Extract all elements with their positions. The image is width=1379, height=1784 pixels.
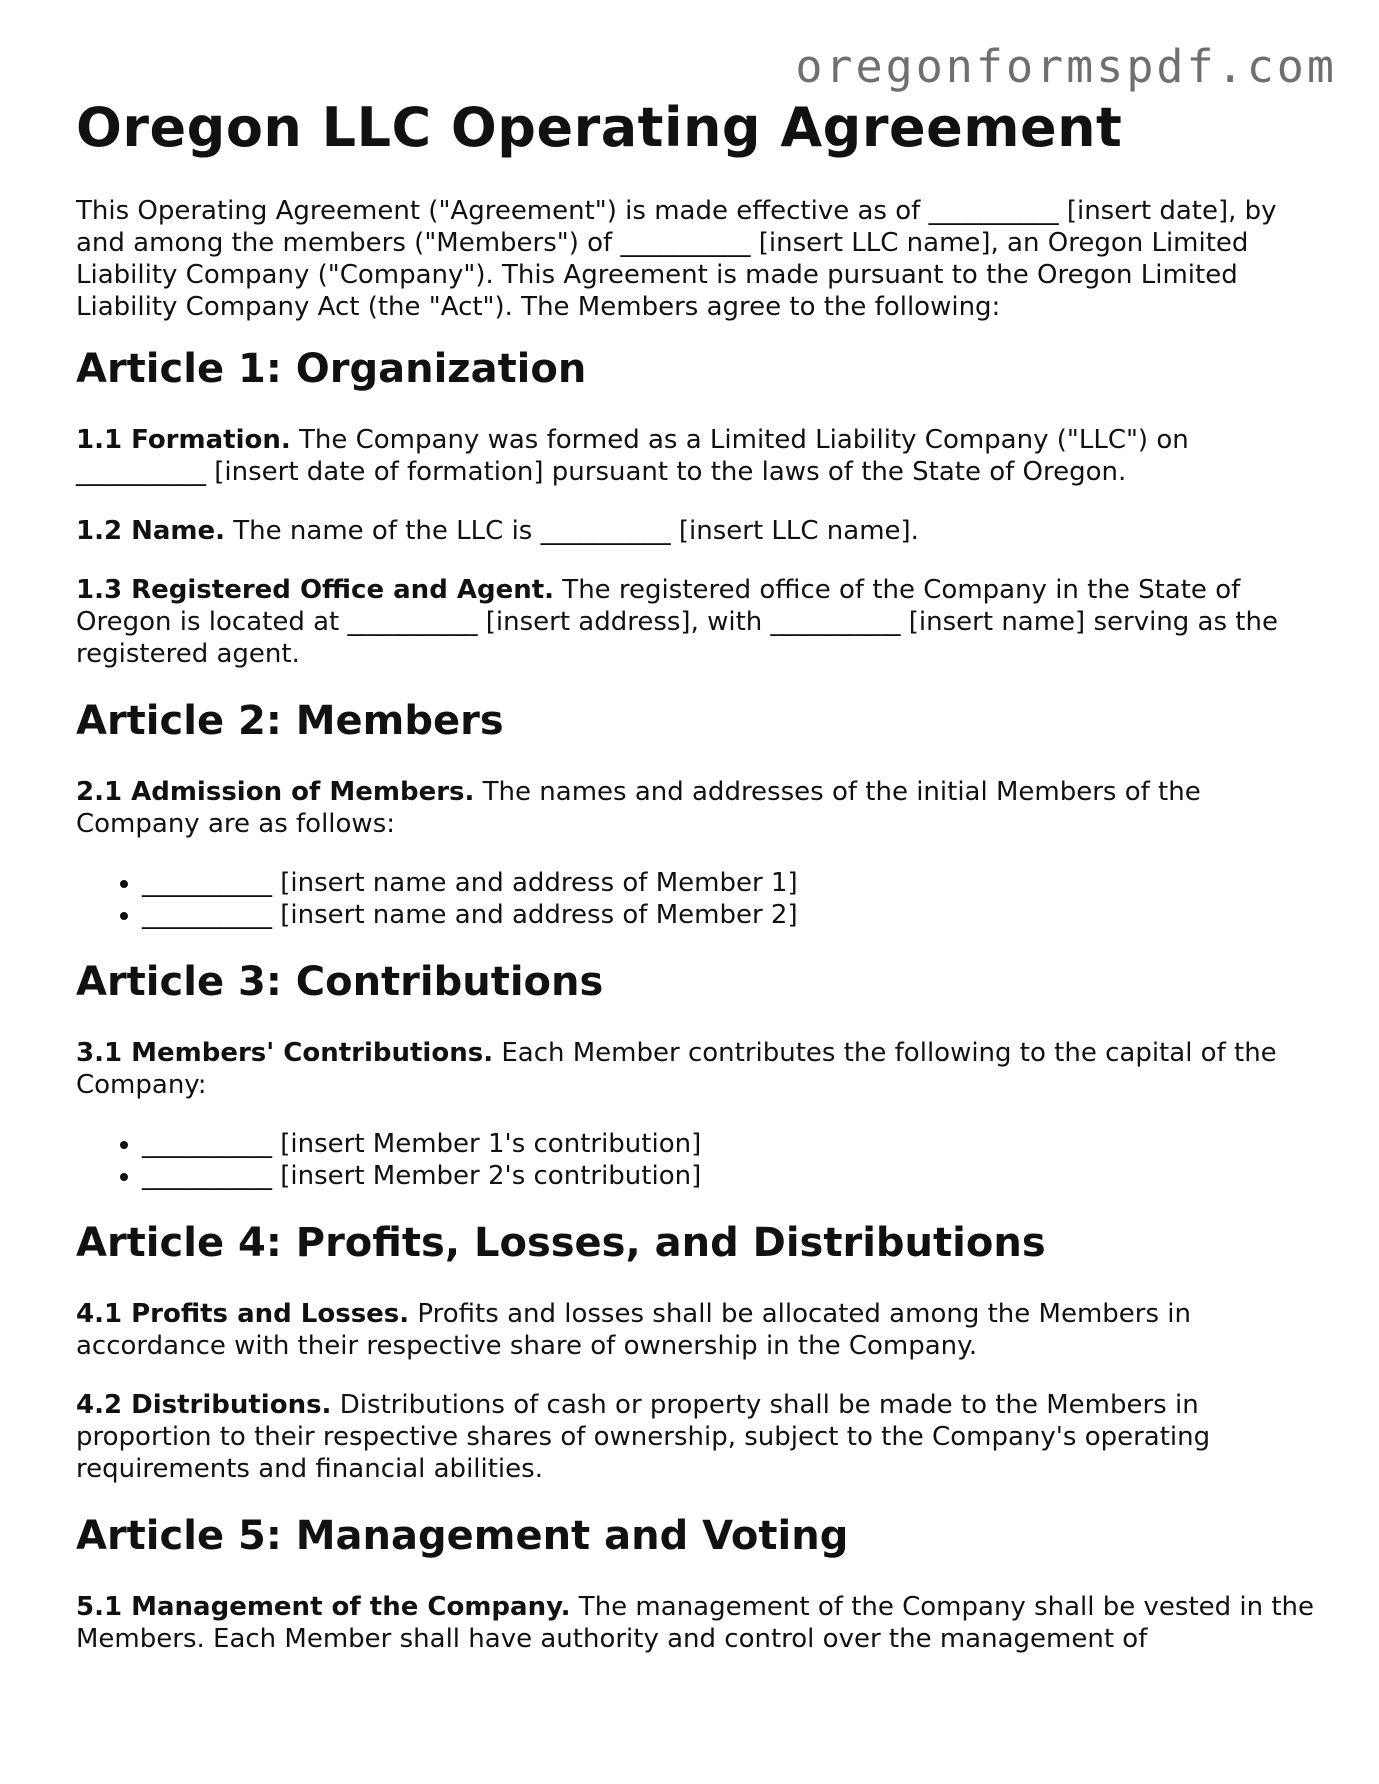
section-1-3-text: The registered office of the Company in the State of Oregon is located at __________ [insert address], with __________ [insert name] serving as the registered agent. [76,574,1278,669]
document-title: Oregon LLC Operating Agreement [76,96,1123,159]
contributions-list [76,1128,1316,1192]
section-1-1-text: The Company was formed as a Limited Liability Company ("LLC") on __________ [insert date of formation] pursuant to the laws of the State of Oregon. [76,424,1189,487]
list-item: • __________ [insert name and address of Member 1] [142,867,1316,899]
section-4-1 [76,1298,1316,1362]
article-1-heading: Article 1: Organization [76,345,587,392]
article-2 [76,697,1316,931]
article-1 [76,345,1316,670]
section-1-2 [76,515,1316,547]
list-item: • __________ [insert Member 2's contribution] [142,1160,1316,1192]
article-5-heading: Article 5: Management and Voting [76,1512,849,1559]
section-4-2 [76,1389,1316,1485]
document-page [76,96,1316,1682]
section-1-2-text: The name of the LLC is __________ [insert LLC name]. [225,515,919,546]
article-2-heading: Article 2: Members [76,697,504,744]
list-item: • __________ [insert Member 1's contribution] [142,1128,1316,1160]
section-5-1-label: 5.1 Management of the Company. [76,1591,571,1622]
section-5-1 [76,1591,1316,1655]
section-1-1 [76,424,1316,488]
section-4-1-text: Profits and losses shall be allocated among the Members in accordance with their respective share of ownership in the Company. [76,1298,1191,1361]
section-1-3-label: 1.3 Registered Office and Agent. [76,574,555,605]
section-1-3 [76,574,1316,670]
article-5 [76,1512,1316,1655]
intro-paragraph: This Operating Agreement ("Agreement") is made effective as of __________ [insert date], by and among the members ("Members") of __________ [insert LLC name], an Oregon Limited Liability Company ("Company"). This Agreement is made pursuant to the Oregon Limited Liability Company Act (the "Act"). The Members agree to the following: [76,195,1277,322]
watermark: oregonformspdf.com [795,40,1337,93]
article-3 [76,958,1316,1192]
article-4 [76,1219,1316,1485]
section-4-1-label: 4.1 Profits and Losses. [76,1298,410,1329]
members-list [76,867,1316,931]
section-2-1-label: 2.1 Admission of Members. [76,776,475,807]
section-3-1-text: Each Member contributes the following to the capital of the Company: [76,1037,1277,1100]
section-1-1-label: 1.1 Formation. [76,424,291,455]
section-5-1-text: The management of the Company shall be vested in the Members. Each Member shall have authority and control over the management of [76,1591,1315,1654]
section-1-2-label: 1.2 Name. [76,515,226,546]
list-item: • __________ [insert name and address of Member 2] [142,899,1316,931]
section-4-2-label: 4.2 Distributions. [76,1389,332,1420]
section-2-1-text: The names and addresses of the initial Members of the Company are as follows: [76,776,1201,839]
section-4-2-text: Distributions of cash or property shall be made to the Members in proportion to their respective shares of ownership, subject to the Company's operating requirements and financial abilities. [76,1389,1211,1484]
article-3-heading: Article 3: Contributions [76,958,604,1005]
section-3-1-label: 3.1 Members' Contributions. [76,1037,494,1068]
section-3-1 [76,1037,1316,1101]
article-4-heading: Article 4: Profits, Losses, and Distributions [76,1219,1046,1266]
section-2-1 [76,776,1316,840]
